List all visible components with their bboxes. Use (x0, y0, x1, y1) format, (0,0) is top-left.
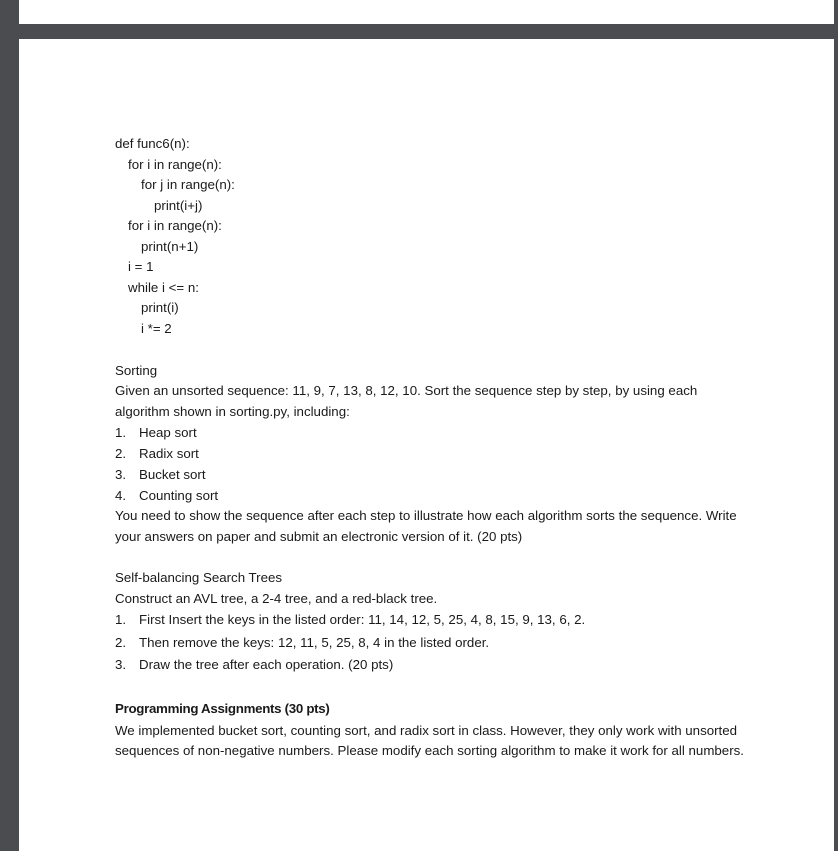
sorting-list (115, 422, 755, 506)
code-line: print(i+j) (154, 197, 203, 213)
list-item: 2. Radix sort (115, 446, 199, 461)
trees-intro: Construct an AVL tree, a 2-4 tree, and a red-black tree. (115, 591, 438, 606)
trees-list (115, 609, 755, 677)
programming-title: Programming Assignments (30 pts) (115, 700, 330, 716)
code-line: while i <= n: (128, 279, 199, 295)
sorting-title: Sorting (115, 363, 158, 378)
sorting-intro: Given an unsorted sequence: 11, 9, 7, 13, 8, 12, 10. Sort the sequence step by step, by using each algorithm shown in sorting.py, including: (115, 383, 698, 419)
document-page (19, 39, 834, 851)
code-block (115, 134, 755, 339)
list-item: 4. Counting sort (115, 488, 219, 503)
code-line: for i in range(n): (128, 156, 222, 172)
code-line: def func6(n): (115, 136, 190, 151)
code-line: i *= 2 (141, 320, 172, 336)
list-item: 1. Heap sort (115, 425, 197, 440)
code-line: i = 1 (128, 259, 154, 274)
list-item: 3. Draw the tree after each operation. (20 pts) (115, 657, 394, 672)
sorting-section (115, 360, 755, 547)
sorting-outro: You need to show the sequence after each step to illustrate how each algorithm sorts the sequence. Write your answers on paper and submit an electronic version of it. (20 pts) (115, 508, 737, 544)
list-item: 2. Then remove the keys: 12, 11, 5, 25, 8, 4 in the listed order. (115, 634, 490, 650)
list-item: 1. First Insert the keys in the listed order: 11, 14, 12, 5, 25, 4, 8, 15, 9, 13, 6, 2. (115, 612, 586, 627)
trees-title: Self-balancing Search Trees (115, 570, 283, 585)
trees-section (115, 567, 755, 677)
code-line: for j in range(n): (141, 177, 235, 192)
page-content (115, 134, 755, 762)
code-line: print(i) (141, 300, 179, 315)
code-line: print(n+1) (141, 238, 199, 254)
programming-section (115, 697, 755, 762)
list-item: 3. Bucket sort (115, 467, 206, 482)
code-line: for i in range(n): (128, 218, 222, 233)
previous-page-bottom (19, 0, 834, 24)
programming-body: We implemented bucket sort, counting sort, and radix sort in class. However, they only work with unsorted sequences of non-negative numbers. Please modify each sorting algorithm to make it work for all numbers. (115, 722, 744, 758)
